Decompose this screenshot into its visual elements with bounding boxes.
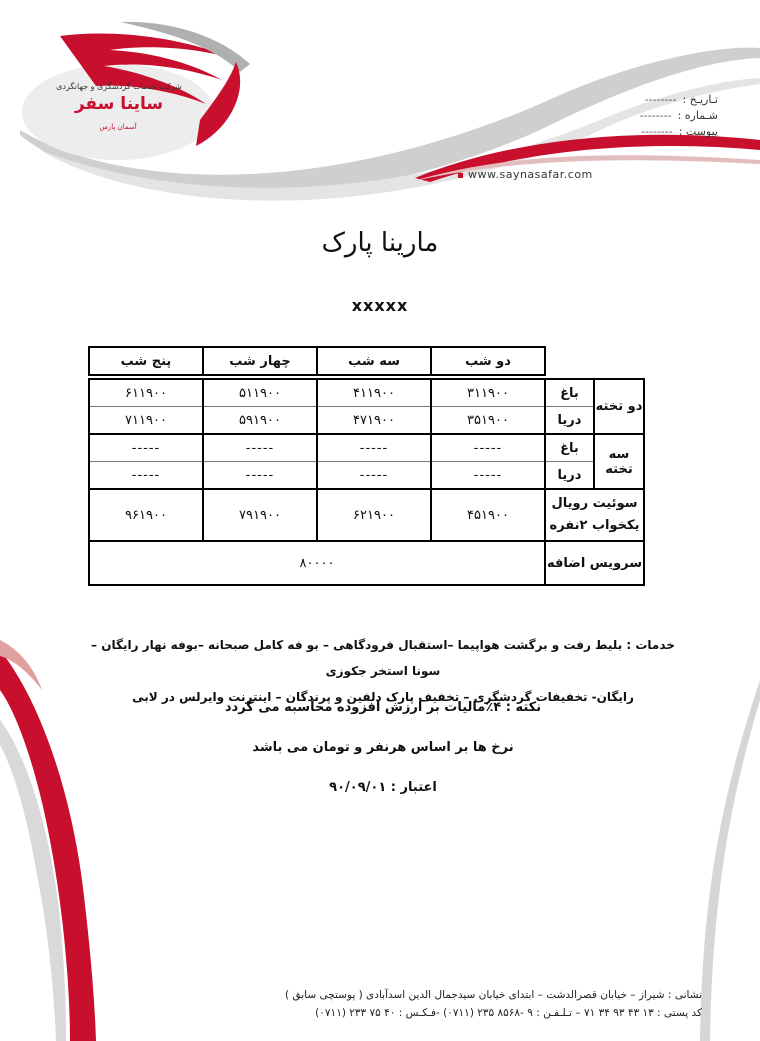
table-row: [89, 489, 644, 541]
table-row: [89, 379, 644, 407]
services-note: [88, 632, 678, 710]
view-label: دریا: [545, 462, 594, 490]
table-row: [89, 434, 644, 462]
bullet-icon: [458, 173, 463, 178]
view-label: باغ: [545, 379, 594, 407]
footer-address-line: نشانی : شیراز – خیابان قصرالدشت – ابتدای خیابان سیدجمال الدین اسدآبادی ( پوستچی سابق ): [285, 989, 702, 1001]
room-type-suite: [545, 489, 644, 541]
view-label: دریا: [545, 407, 594, 435]
rate-table: [88, 346, 645, 586]
price-cell: -----: [431, 462, 545, 490]
price-cell: ۴۵۱۹۰۰: [431, 489, 545, 541]
price-cell: ۶۱۱۹۰۰: [89, 379, 203, 407]
price-cell: ۴۷۱۹۰۰: [317, 407, 431, 435]
suite-label-line1: سوئیت رویال: [551, 496, 638, 511]
view-label: باغ: [545, 434, 594, 462]
price-cell: ۷۹۱۹۰۰: [203, 489, 317, 541]
date-label: تـاریـخ :: [682, 93, 718, 106]
hotel-stars: xxxxx: [351, 296, 409, 315]
logo-name: ساینا سفر: [74, 94, 164, 114]
website: [458, 168, 593, 181]
header-nights-5: پنج شب: [89, 347, 203, 375]
extra-service-label: سرویس اضافه: [545, 541, 644, 585]
price-cell: -----: [203, 434, 317, 462]
extra-service-price: ۸۰۰۰۰: [89, 541, 545, 585]
website-url: www.saynasafar.com: [468, 168, 593, 181]
table-row: [89, 462, 644, 490]
attachment-label: پیوست :: [678, 125, 718, 138]
number-value: --------: [639, 109, 672, 122]
hotel-title: مارینا پارک: [321, 228, 439, 258]
price-cell: -----: [203, 462, 317, 490]
attachment-field: [640, 124, 718, 140]
price-cell: ۶۲۱۹۰۰: [317, 489, 431, 541]
rates-note: نرخ ها بر اساس هرنفر و تومان می باشد: [252, 740, 514, 755]
price-cell: -----: [89, 434, 203, 462]
suite-label-line2: یکخواب ۲نفره: [549, 518, 640, 533]
room-type-triple: سه تخته: [594, 434, 644, 489]
footer-contact-line: کد پستی : ۱۳ ۴۳ ۹۳ ۳۴ ۷۱ – تـلـفـن : ۹ -۸۵۶۸ ۲۳۵ (۰۷۱۱) -فـکـس : ۴۰ ۷۵ ۲۳۳ (۰۷۱۱): [315, 1007, 702, 1019]
letter-header-fields: [640, 92, 718, 140]
header-nights-3: سه شب: [317, 347, 431, 375]
footer-address: [285, 986, 702, 1022]
price-cell: -----: [431, 434, 545, 462]
services-line-2: رایگان- تخفیفات گردشگری – تخفیف پارک دلفین و پرندگان – اینترنت وایرلس در لابی: [132, 690, 634, 704]
header-nights-2: دو شب: [431, 347, 545, 375]
price-cell: ۵۱۱۹۰۰: [203, 379, 317, 407]
number-label: شـماره :: [677, 109, 718, 122]
date-value: --------: [644, 93, 677, 106]
table-header-row: [89, 347, 644, 375]
company-logo: [54, 82, 184, 133]
tax-note: نکته : ۴٪مالیات بر ارزش افزوده محاسبه می گردد: [224, 700, 542, 715]
price-cell: ۳۱۱۹۰۰: [431, 379, 545, 407]
services-line-1: خدمات : بلیط رفت و برگشت هواپیما –استقبال فرودگاهی – بو فه کامل صبحانه –بوفه نهار رایگان – سونا استخر جکوزی: [91, 638, 675, 678]
price-cell: -----: [317, 434, 431, 462]
table-row: [89, 541, 644, 585]
room-type-double: دو تخته: [594, 379, 644, 434]
table-row: [89, 407, 644, 435]
price-cell: ۷۱۱۹۰۰: [89, 407, 203, 435]
price-cell: ۵۹۱۹۰۰: [203, 407, 317, 435]
price-cell: -----: [317, 462, 431, 490]
price-cell: ۴۱۱۹۰۰: [317, 379, 431, 407]
logo-tagline: شرکت خدمات گردشگری و جهانگردی: [56, 82, 182, 91]
header-nights-4: چهار شب: [203, 347, 317, 375]
logo-subname: آسمان پارس: [99, 123, 137, 131]
number-field: [640, 108, 718, 124]
validity-note: اعتبار : ۹۰/۰۹/۰۱: [329, 780, 437, 795]
price-cell: ۳۵۱۹۰۰: [431, 407, 545, 435]
date-field: [640, 92, 718, 108]
price-cell: -----: [89, 462, 203, 490]
price-cell: ۹۶۱۹۰۰: [89, 489, 203, 541]
attachment-value: --------: [640, 125, 673, 138]
